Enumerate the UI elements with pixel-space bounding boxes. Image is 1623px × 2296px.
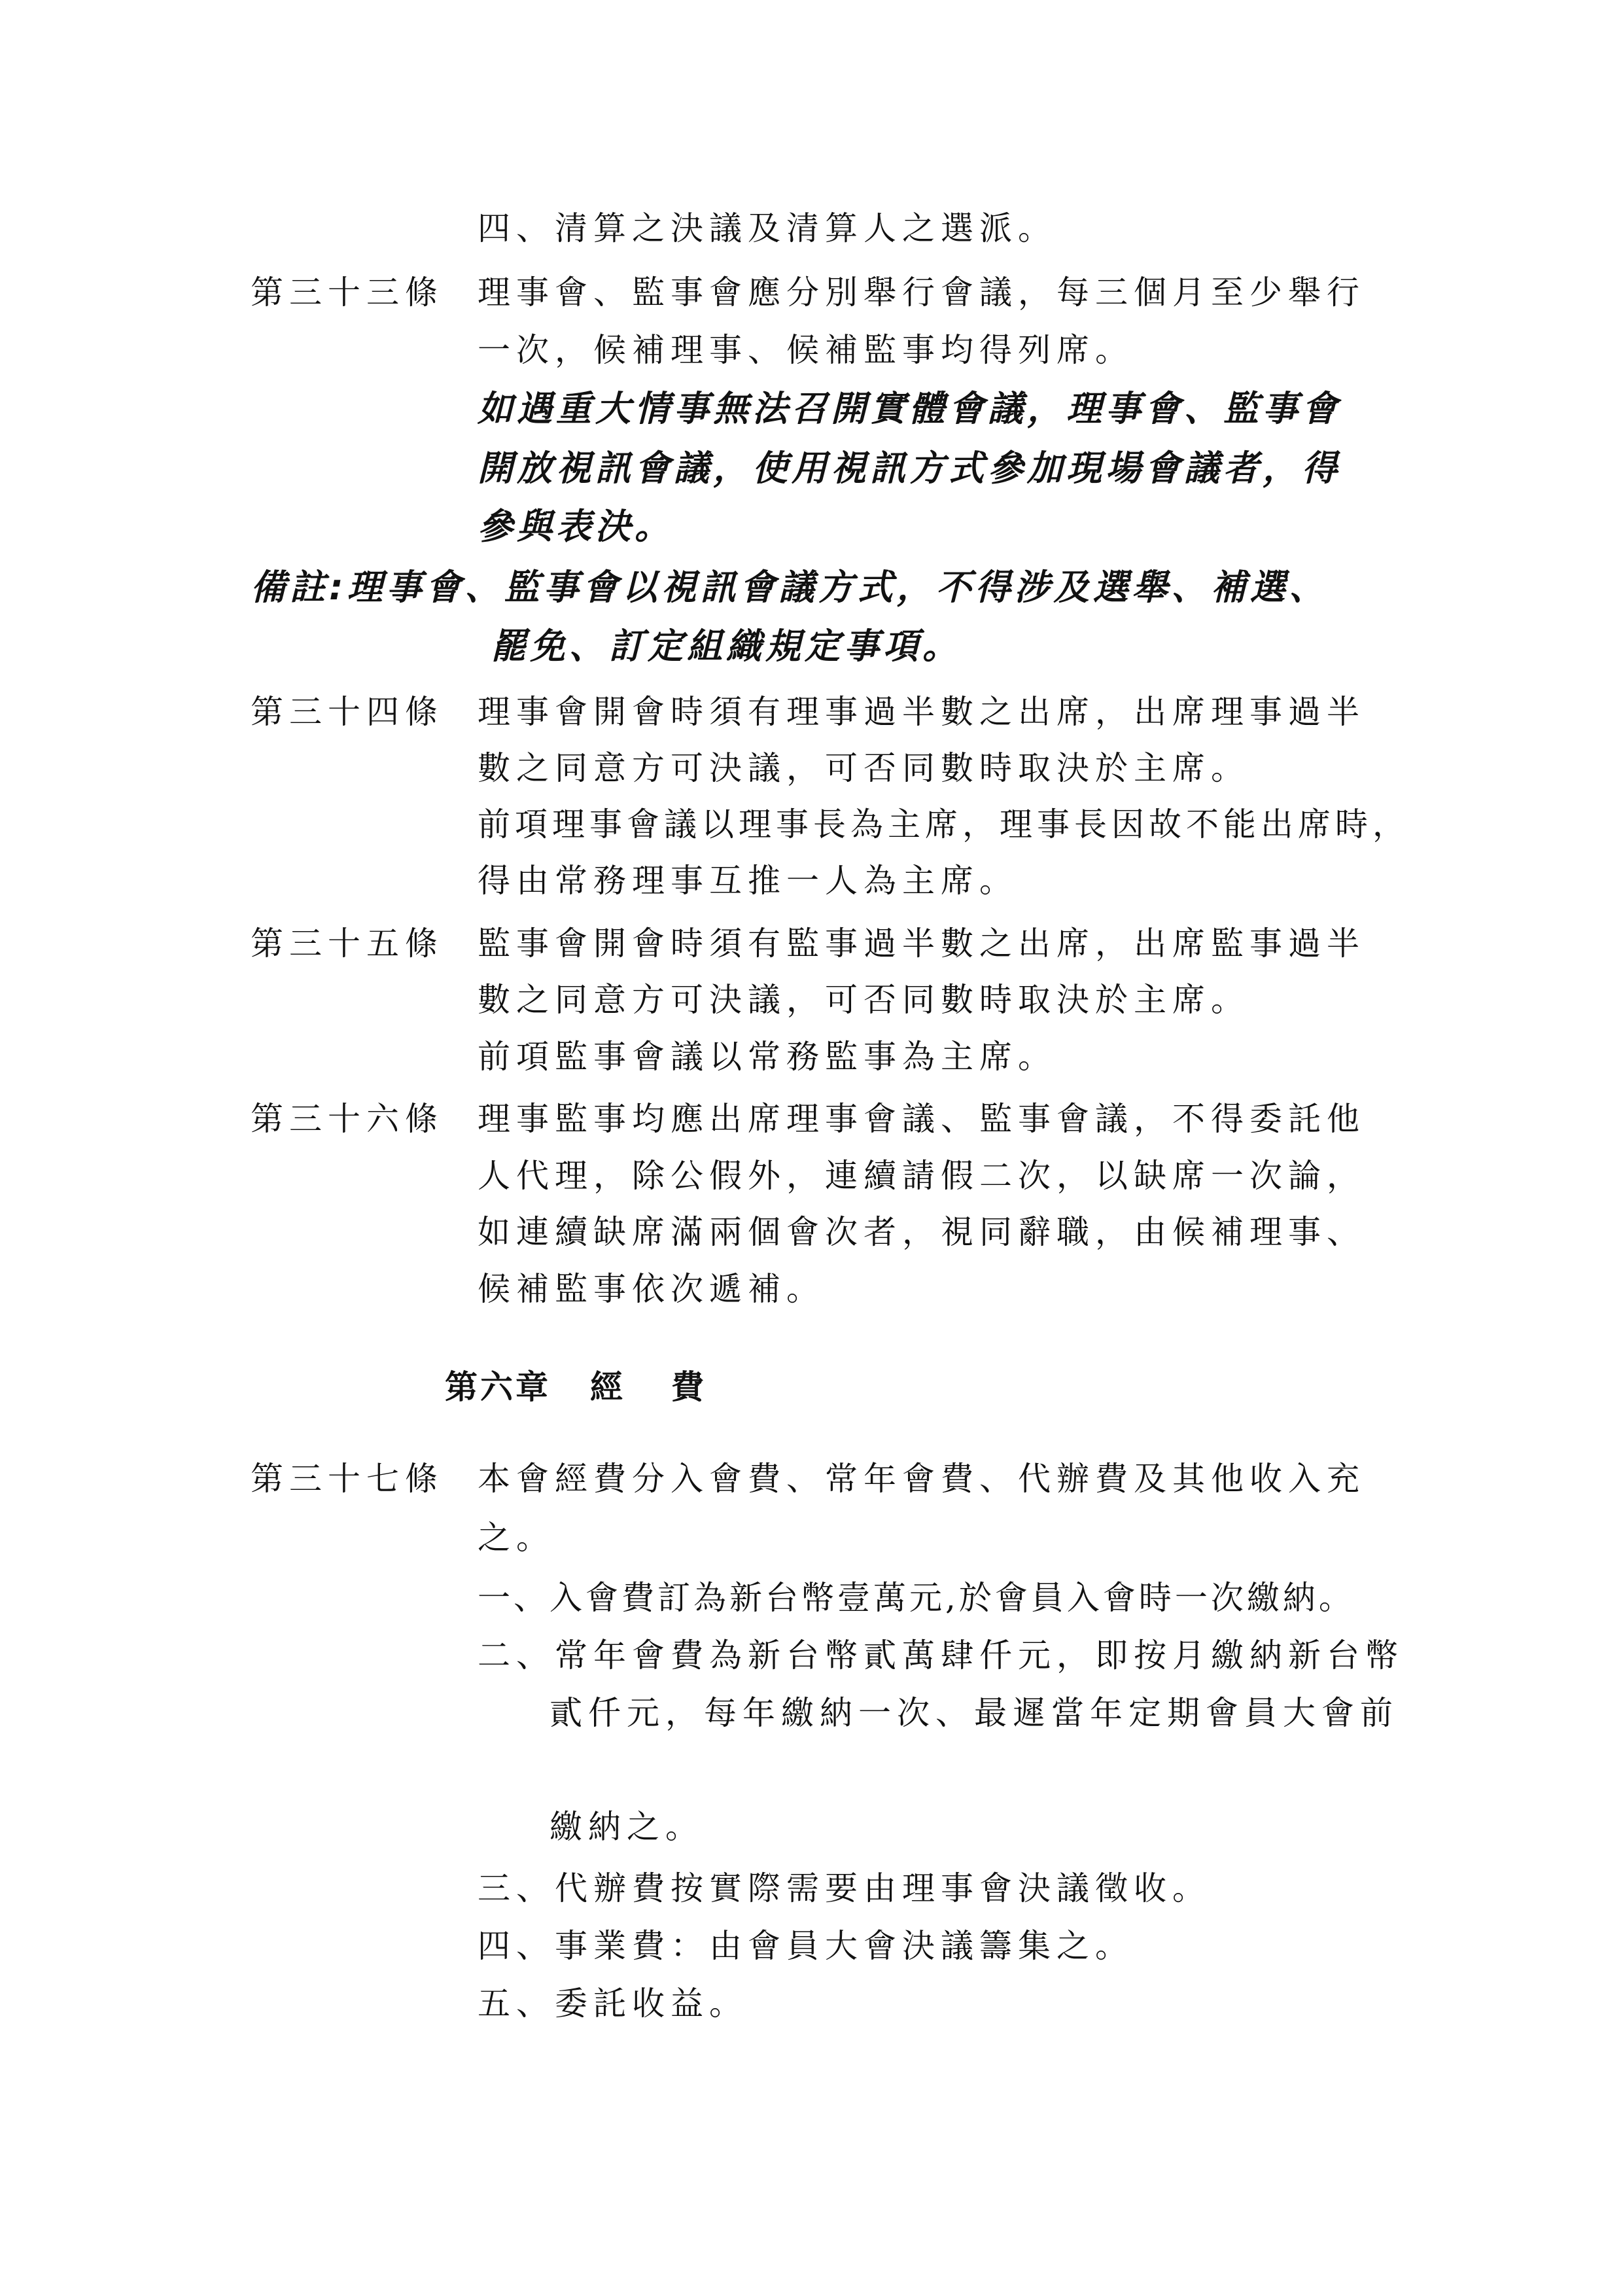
- art37-line1: 本會經費分入會費、常年會費、代辦費及其他收入充: [478, 1460, 1365, 1498]
- art37-item2-line3: 繳納之。: [550, 1808, 704, 1846]
- art34-line4: 得由常務理事互推一人為主席。: [478, 862, 1018, 900]
- art34-line3: 前項理事會議以理事長為主席，理事長因故不能出席時，: [478, 805, 1410, 843]
- art32-item4: 四、清算之決議及清算人之選派。: [478, 209, 1056, 247]
- art35-line1: 監事會開會時須有監事過半數之出席，出席監事過半: [478, 925, 1365, 963]
- note-line2: 罷免、訂定組織規定事項。: [491, 626, 962, 667]
- art37-item2-line2: 貳仟元，每年繳納一次、最遲當年定期會員大會前: [550, 1694, 1399, 1732]
- art35-line3: 前項監事會議以常務監事為主席。: [478, 1038, 1056, 1076]
- art33-amendment-line3: 參與表決。: [478, 506, 674, 547]
- art35-label: 第三十五條: [251, 925, 444, 963]
- art37-label: 第三十七條: [251, 1460, 444, 1498]
- art37-item4: 四、事業費：由會員大會決議籌集之。: [478, 1927, 1134, 1965]
- art33-amendment-line2: 開放視訊會議，使用視訊方式參加現場會議者，得: [478, 448, 1341, 489]
- art34-label: 第三十四條: [251, 693, 444, 731]
- chapter-number: 第六章: [445, 1368, 551, 1406]
- art36-line4: 候補監事依次遞補。: [478, 1270, 825, 1308]
- art37-item3: 三、代辦費按實際需要由理事會決議徵收。: [478, 1869, 1211, 1907]
- art37-line2: 之。: [478, 1519, 555, 1557]
- art37-item5: 五、委託收益。: [478, 1985, 748, 2022]
- chapter-heading: [445, 1368, 707, 1407]
- art36-line2: 人代理，除公假外，連續請假二次，以缺席一次論，: [478, 1157, 1365, 1195]
- chapter-title-char1: 經: [590, 1368, 625, 1406]
- art33-line2: 一次，候補理事、候補監事均得列席。: [478, 331, 1134, 369]
- art36-label: 第三十六條: [251, 1100, 444, 1138]
- art36-line1: 理事監事均應出席理事會議、監事會議，不得委託他: [478, 1100, 1365, 1138]
- art34-line2: 數之同意方可決議，可否同數時取決於主席。: [478, 749, 1249, 787]
- art34-line1: 理事會開會時須有理事過半數之出席，出席理事過半: [478, 693, 1365, 731]
- art33-line1: 理事會、監事會應分別舉行會議，每三個月至少舉行: [478, 274, 1365, 311]
- art33-amendment-line1: 如遇重大情事無法召開實體會議，理事會、監事會: [478, 388, 1341, 429]
- art33-label: 第三十三條: [251, 274, 444, 311]
- art36-line3: 如連續缺席滿兩個會次者，視同辭職，由候補理事、: [478, 1213, 1365, 1251]
- art37-item1: 一、入會費訂為新台幣壹萬元,於會員入會時一次繳納。: [478, 1579, 1355, 1617]
- note-line1: 備註:理事會、監事會以視訊會議方式，不得涉及選舉、補選、: [251, 567, 1329, 608]
- chapter-title-char2: 費: [671, 1368, 707, 1406]
- art35-line2: 數之同意方可決議，可否同數時取決於主席。: [478, 981, 1249, 1019]
- art37-item2-line1: 二、常年會費為新台幣貳萬肆仟元，即按月繳納新台幣: [478, 1636, 1404, 1674]
